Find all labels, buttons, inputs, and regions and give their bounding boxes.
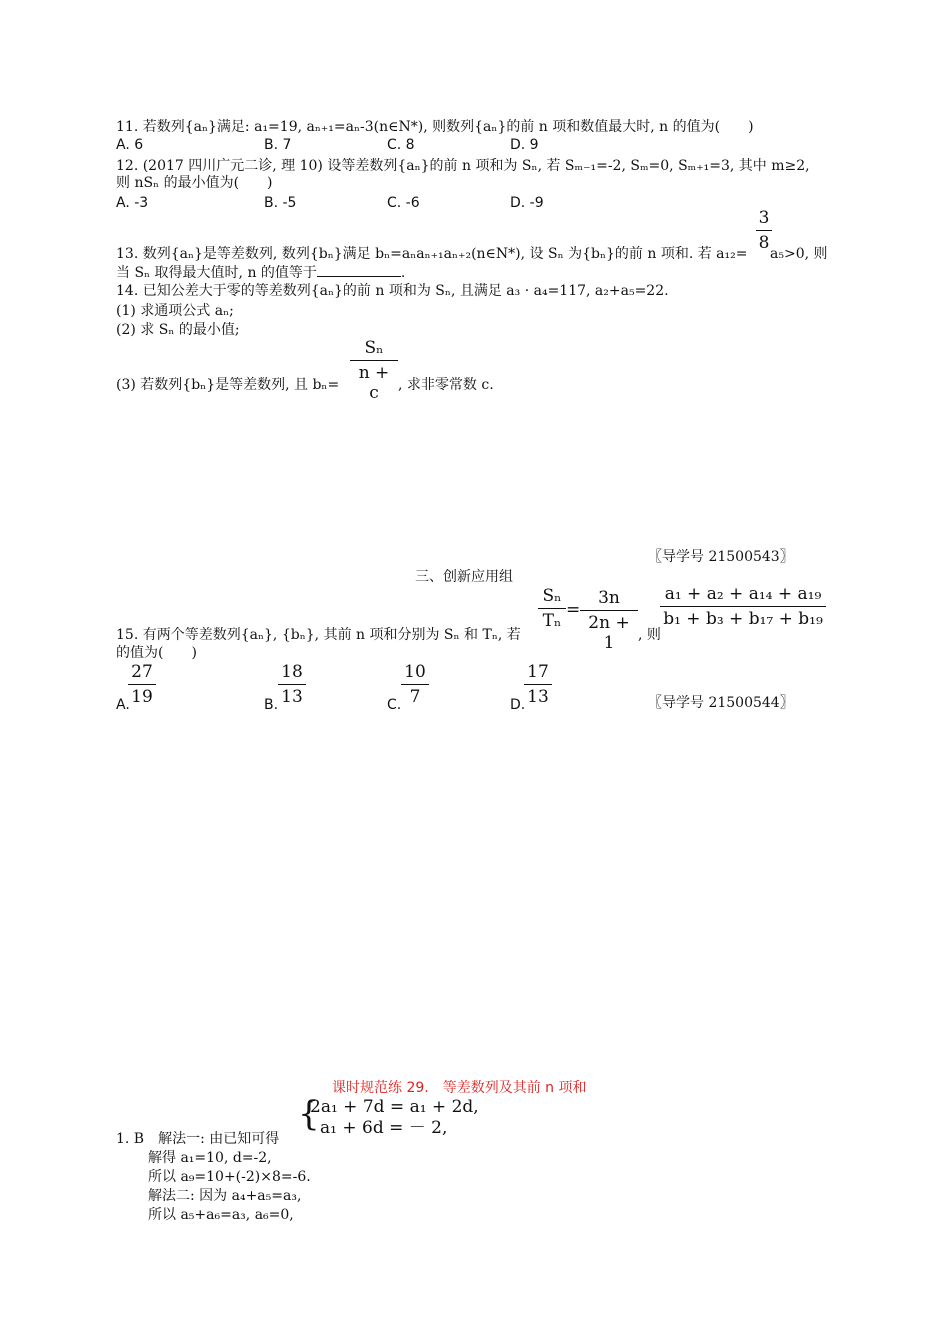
answer-line3: 所以 a₉=10+(-2)×8=-6. (148, 1169, 311, 1185)
section-title: 三、创新应用组 (415, 569, 513, 585)
q15-fraction-3n (580, 588, 638, 653)
q12-option-b: B. -5 (264, 195, 297, 211)
q13-line1-a: 13. 数列{aₙ}是等差数列, 数列{bₙ}满足 bₙ=aₙaₙ₊₁aₙ₊₂(n∈N*), 设 Sₙ 为{bₙ}的前 n 项和. 若 a₁₂= (116, 246, 748, 262)
q15-fraction-numerator: 3n (598, 588, 620, 608)
q12-option-c: C. -6 (387, 195, 420, 211)
q13-fraction-numerator: 3 (758, 208, 770, 228)
q12-option-a: A. -3 (116, 195, 149, 211)
q15-fraction-numerator: a₁ + a₂ + a₁₄ + a₁₉ (664, 584, 822, 604)
q15-option-b-fraction (278, 662, 306, 707)
q15-option-bar (401, 684, 429, 685)
q15-option-a-fraction (128, 662, 156, 707)
q15-option-denominator: 13 (527, 687, 549, 707)
q14-fraction-denominator: n + c (358, 363, 390, 403)
q15-option-numerator: 10 (404, 662, 426, 682)
q15-fraction-s-over-t (538, 586, 566, 631)
q13-fraction-bar (756, 230, 772, 231)
answer-line2: 解得 a₁=10, d=-2, (148, 1150, 272, 1166)
q15-option-a-label: A. (116, 697, 130, 713)
q15-option-c-fraction (401, 662, 429, 707)
q15-fraction-bar (580, 610, 638, 611)
equation-system-line1: 2a₁ + 7d = a₁ + 2d, (310, 1097, 479, 1117)
q15-line2: 的值为( ) (116, 645, 197, 661)
q15-fraction-denominator: 2n + 1 (588, 613, 630, 653)
q12-option-d: D. -9 (510, 195, 544, 211)
q13-line1-b: a₅>0, 则 (770, 246, 828, 262)
q14-line1: 14. 已知公差大于零的等差数列{aₙ}的前 n 项和为 Sₙ, 且满足 a₃ · a₄=117, a₂+a₅=22. (116, 283, 669, 299)
q15-option-bar (128, 684, 156, 685)
q13-line2 (116, 264, 405, 282)
q15-equals-sign: = (566, 600, 581, 620)
q15-option-denominator: 7 (409, 687, 421, 707)
q15-option-d-label: D. (510, 697, 526, 713)
equation-system-line2: a₁ + 6d = － 2, (320, 1118, 448, 1138)
q15-fraction-denominator: Tₙ (542, 611, 562, 631)
answer-line4: 解法二: 因为 a₄+a₅=a₃, (148, 1188, 302, 1204)
q13-line2-end: . (400, 265, 406, 281)
answer-line5: 所以 a₅+a₆=a₃, a₆=0, (148, 1207, 294, 1223)
answer-line1: 1. B 解法一: 由已知可得 (116, 1131, 280, 1147)
q12-line2: 则 nSₙ 的最小值为( ) (116, 175, 273, 191)
q15-option-bar (278, 684, 306, 685)
q15-option-d-fraction (524, 662, 552, 707)
q15-fraction-numerator: Sₙ (542, 586, 562, 606)
q15-line1-a: 15. 有两个等差数列{aₙ}, {bₙ}, 其前 n 项和分别为 Sₙ 和 Tₙ, 若 (116, 627, 521, 643)
q13-line2-text: 当 Sₙ 取得最大值时, n 的值等于 (116, 265, 317, 281)
q15-fraction-sum-ratio (660, 584, 826, 629)
answer-blank (317, 264, 401, 277)
reference-number: 〖导学号 21500543〗 (648, 549, 794, 565)
q14-fraction-bar (350, 360, 398, 361)
q11-text: 11. 若数列{aₙ}满足: a₁=19, aₙ₊₁=aₙ-3(n∈N*), 则数列{aₙ}的前 n 项和数值最大时, n 的值为( ) (116, 119, 754, 135)
q15-option-numerator: 18 (281, 662, 303, 682)
q15-fraction-bar (538, 608, 566, 609)
q15-fraction-bar (660, 606, 826, 607)
q15-option-bar (524, 684, 552, 685)
q15-fraction-denominator: b₁ + b₃ + b₁₇ + b₁₉ (663, 609, 823, 629)
q12-line1: 12. (2017 四川广元二诊, 理 10) 设等差数列{aₙ}的前 n 项和为 Sₙ, 若 Sₘ₋₁=-2, Sₘ=0, Sₘ₊₁=3, 其中 m≥2, (116, 158, 810, 174)
reference-number: 〖导学号 21500544〗 (648, 695, 794, 711)
q15-line1-b: , 则 (638, 627, 661, 643)
q15-option-denominator: 19 (131, 687, 153, 707)
q15-option-numerator: 17 (527, 662, 549, 682)
q14-part1: (1) 求通项公式 aₙ; (116, 303, 234, 319)
q15-option-c-label: C. (387, 697, 402, 713)
q15-option-numerator: 27 (131, 662, 153, 682)
q15-option-b-label: B. (264, 697, 279, 713)
q11-option-c: C. 8 (387, 137, 415, 153)
q13-fraction-denominator: 8 (758, 233, 770, 253)
q11-option-b: B. 7 (264, 137, 292, 153)
q14-fraction (350, 338, 398, 403)
q11-option-d: D. 9 (510, 137, 539, 153)
q11-option-a: A. 6 (116, 137, 144, 153)
q15-option-denominator: 13 (281, 687, 303, 707)
q14-part2: (2) 求 Sₙ 的最小值; (116, 322, 240, 338)
left-brace-icon: { (298, 1094, 320, 1134)
q14-fraction-numerator: Sₙ (364, 338, 384, 358)
q14-part3-a: (3) 若数列{bₙ}是等差数列, 且 bₙ= (116, 377, 340, 393)
q14-part3-b: , 求非零常数 c. (398, 377, 494, 393)
answer-section-title: 课时规范练 29. 等差数列及其前 n 项和 (332, 1080, 587, 1096)
